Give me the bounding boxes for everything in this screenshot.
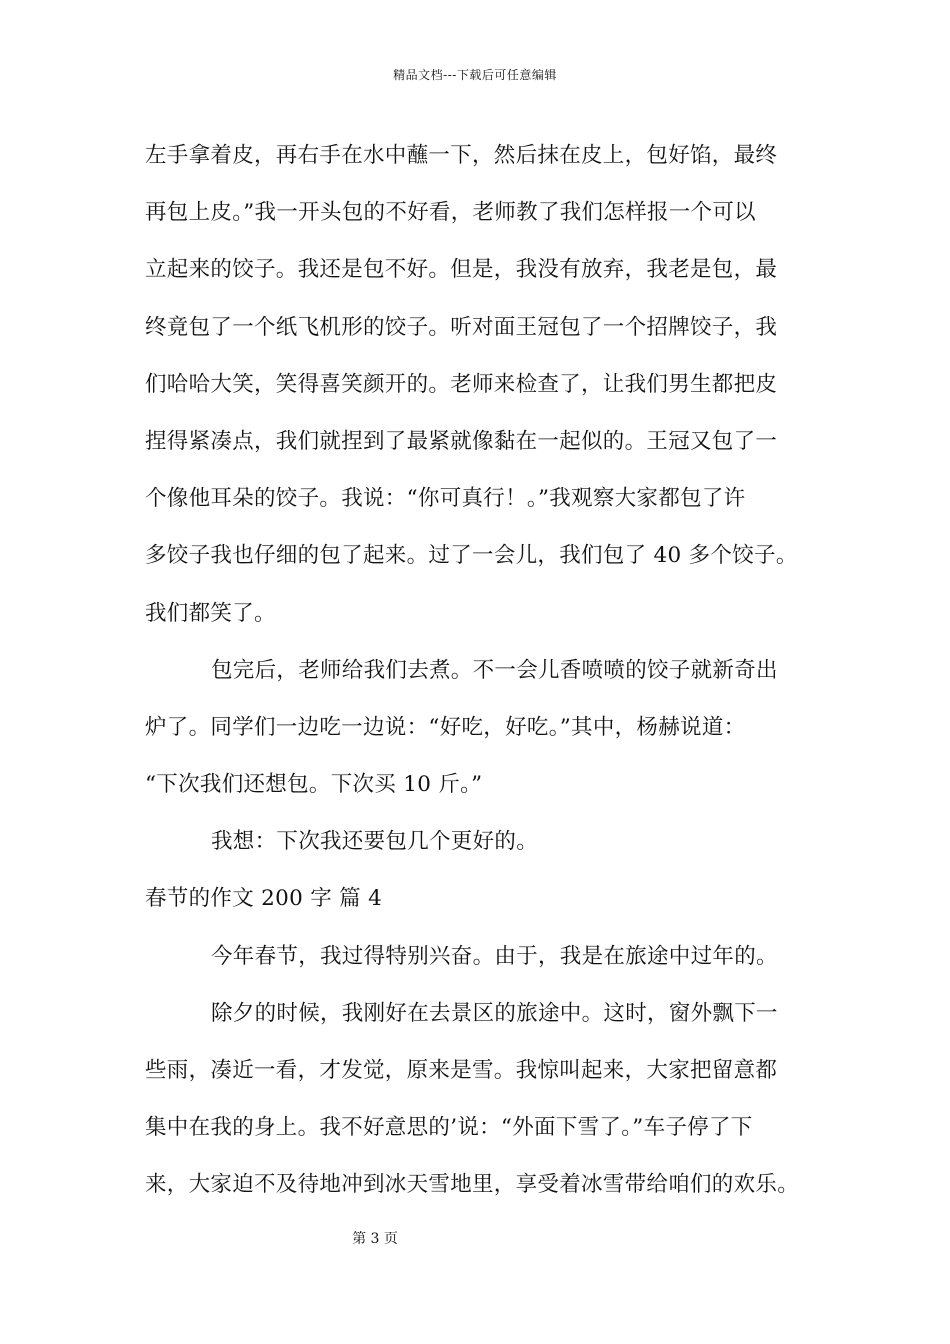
text-line: 再包上皮。”我一开头包的不好看，老师教了我们怎样报一个可以 — [145, 200, 756, 226]
text-line: 些雨，凑近一看，才发觉，原来是雪。我惊叫起来，大家把留意都 — [145, 1058, 778, 1083]
page-header: 精品文档---下载后可任意编辑 — [393, 68, 557, 82]
text-line: 包完后，老师给我们去煮。不一会儿香喷喷的饺子就新奇出 — [211, 657, 778, 683]
text-line: 立起来的饺子。我还是包不好。但是，我没有放弃，我老是包，最 — [145, 257, 778, 283]
body-text — [145, 127, 809, 1214]
text-line: 个像他耳朵的饺子。我说：“你可真行！。”我观察大家都包了许 — [145, 486, 746, 512]
text-line: 左手拿着皮，再右手在水中蘸一下，然后抹在皮上，包好馅，最终 — [145, 143, 778, 168]
text-line: 炉了。同学们一边吃一边说：“好吃，好吃。”其中，杨赫说道： — [145, 714, 746, 740]
section-heading: 春节的作文 200 字 篇 4 — [145, 886, 383, 912]
text-line: 终竟包了一个纸飞机形的饺子。听对面王冠包了一个招牌饺子，我 — [145, 314, 778, 340]
text-line: 多饺子我也仔细的包了起来。过了一会儿，我们包了 40 多个饺子。 — [145, 543, 798, 569]
text-line: 捏得紧凑点，我们就捏到了最紧就像黏在一起似的。王冠又包了一 — [145, 428, 778, 454]
text-line: “下次我们还想包。下次买 10 斤。” — [145, 772, 483, 798]
text-line: 我想：下次我还要包几个更好的。 — [211, 829, 539, 855]
text-line: 今年春节，我过得特别兴奋。由于，我是在旅途中过年的。 — [211, 943, 778, 969]
text-line: 除夕的时候，我刚好在去景区的旅途中。这时，窗外飘下一 — [211, 1000, 778, 1026]
text-line: 集中在我的身上。我不好意思的’说：“外面下雪了。”车子停了下 — [145, 1115, 753, 1141]
page-number: 第 3 页 — [352, 1231, 398, 1247]
text-line: 我们都笑了。 — [145, 600, 276, 626]
text-line: 来，大家迫不及待地冲到冰天雪地里，享受着冰雪带给咱们的欢乐。 — [145, 1172, 800, 1198]
text-line: 们哈哈大笑，笑得喜笑颜开的。老师来检查了，让我们男生都把皮 — [145, 371, 778, 397]
